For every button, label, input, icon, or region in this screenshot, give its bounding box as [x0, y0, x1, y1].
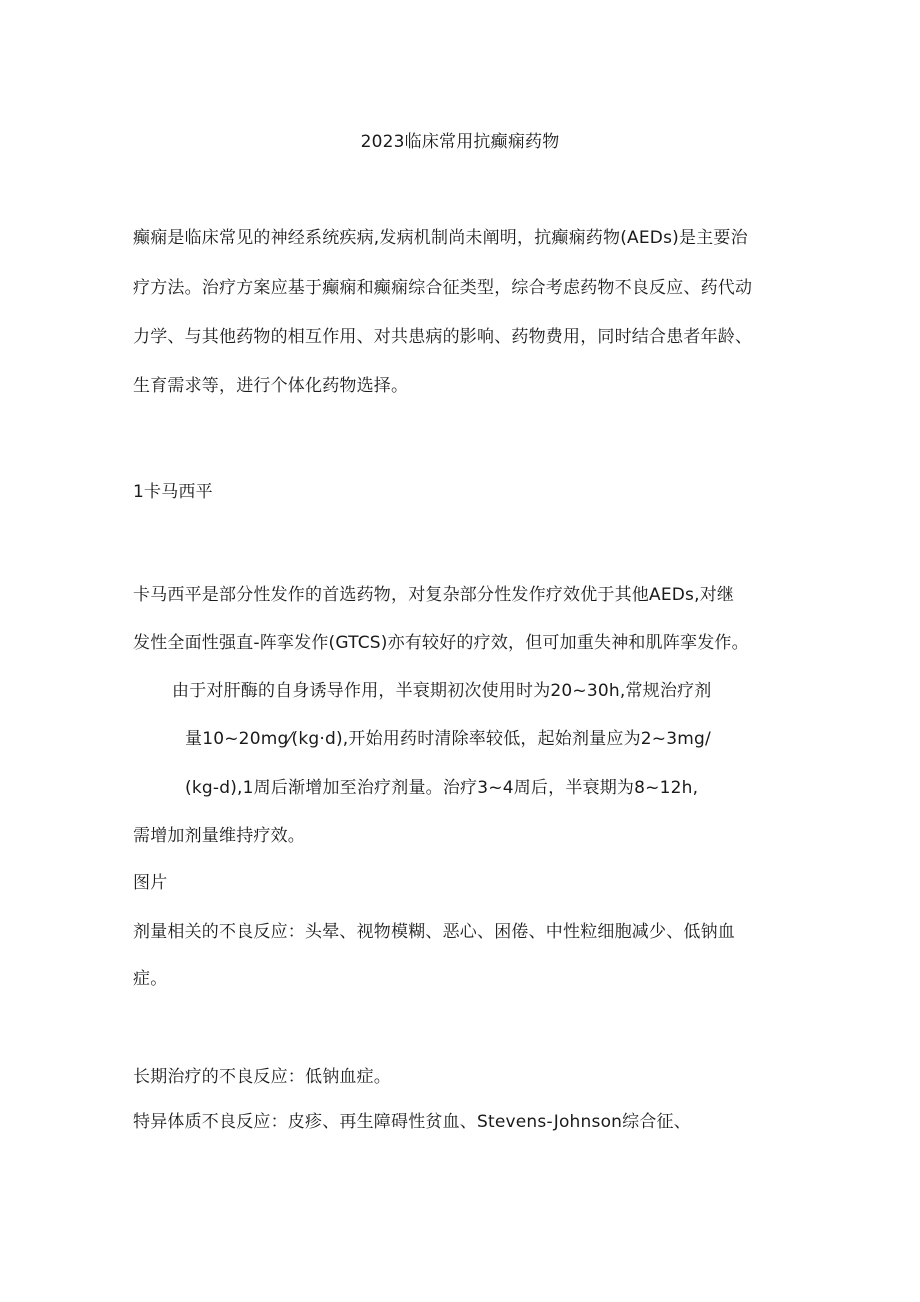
- section-line-1: 卡马西平是部分性发作的首选药物，对复杂部分性发作疗效优于其他AEDs,对继: [133, 585, 735, 605]
- idiosyncratic-line: 特异体质不良反应：皮疹、再生障碍性贫血、Stevens-Johnson综合征、: [133, 1112, 691, 1132]
- section-heading: 1卡马西平: [133, 482, 213, 502]
- image-placeholder-label: 图片: [133, 873, 168, 893]
- long-term-line: 长期治疗的不良反应：低钠血症。: [133, 1067, 391, 1087]
- document-title: 2023临床常用抗癫痫药物: [360, 132, 560, 152]
- intro-line-4: 生育需求等，进行个体化药物选择。: [133, 376, 409, 396]
- adverse-line-1: 剂量相关的不良反应：头晕、视物模糊、恶心、困倦、中性粒细胞减少、低钠血: [133, 922, 735, 942]
- section-line-3: 由于对肝酶的自身诱导作用，半衰期初次使用时为20~30h,常规治疗剂: [172, 681, 712, 701]
- adverse-line-2: 症。: [133, 969, 168, 989]
- section-line-5: (kg-d),1周后渐增加至治疗剂量。治疗3~4周后，半衰期为8~12h,: [185, 778, 699, 798]
- intro-line-3: 力学、与其他药物的相互作用、对共患病的影响、药物费用，同时结合患者年龄、: [133, 327, 753, 347]
- intro-line-1: 癫痫是临床常见的神经系统疾病,发病机制尚未阐明，抗癫痫药物(AEDs)是主要治: [133, 228, 748, 248]
- section-line-4: 量10~20mg⁄(kg·d),开始用药时清除率较低，起始剂量应为2~3mg/: [185, 729, 711, 749]
- section-line-6: 需增加剂量维持疗效。: [133, 826, 305, 846]
- section-line-2: 发性全面性强直-阵挛发作(GTCS)亦有较好的疗效，但可加重失神和肌阵挛发作。: [133, 633, 749, 653]
- intro-line-2: 疗方法。治疗方案应基于癫痫和癫痫综合征类型，综合考虑药物不良反应、药代动: [133, 278, 753, 298]
